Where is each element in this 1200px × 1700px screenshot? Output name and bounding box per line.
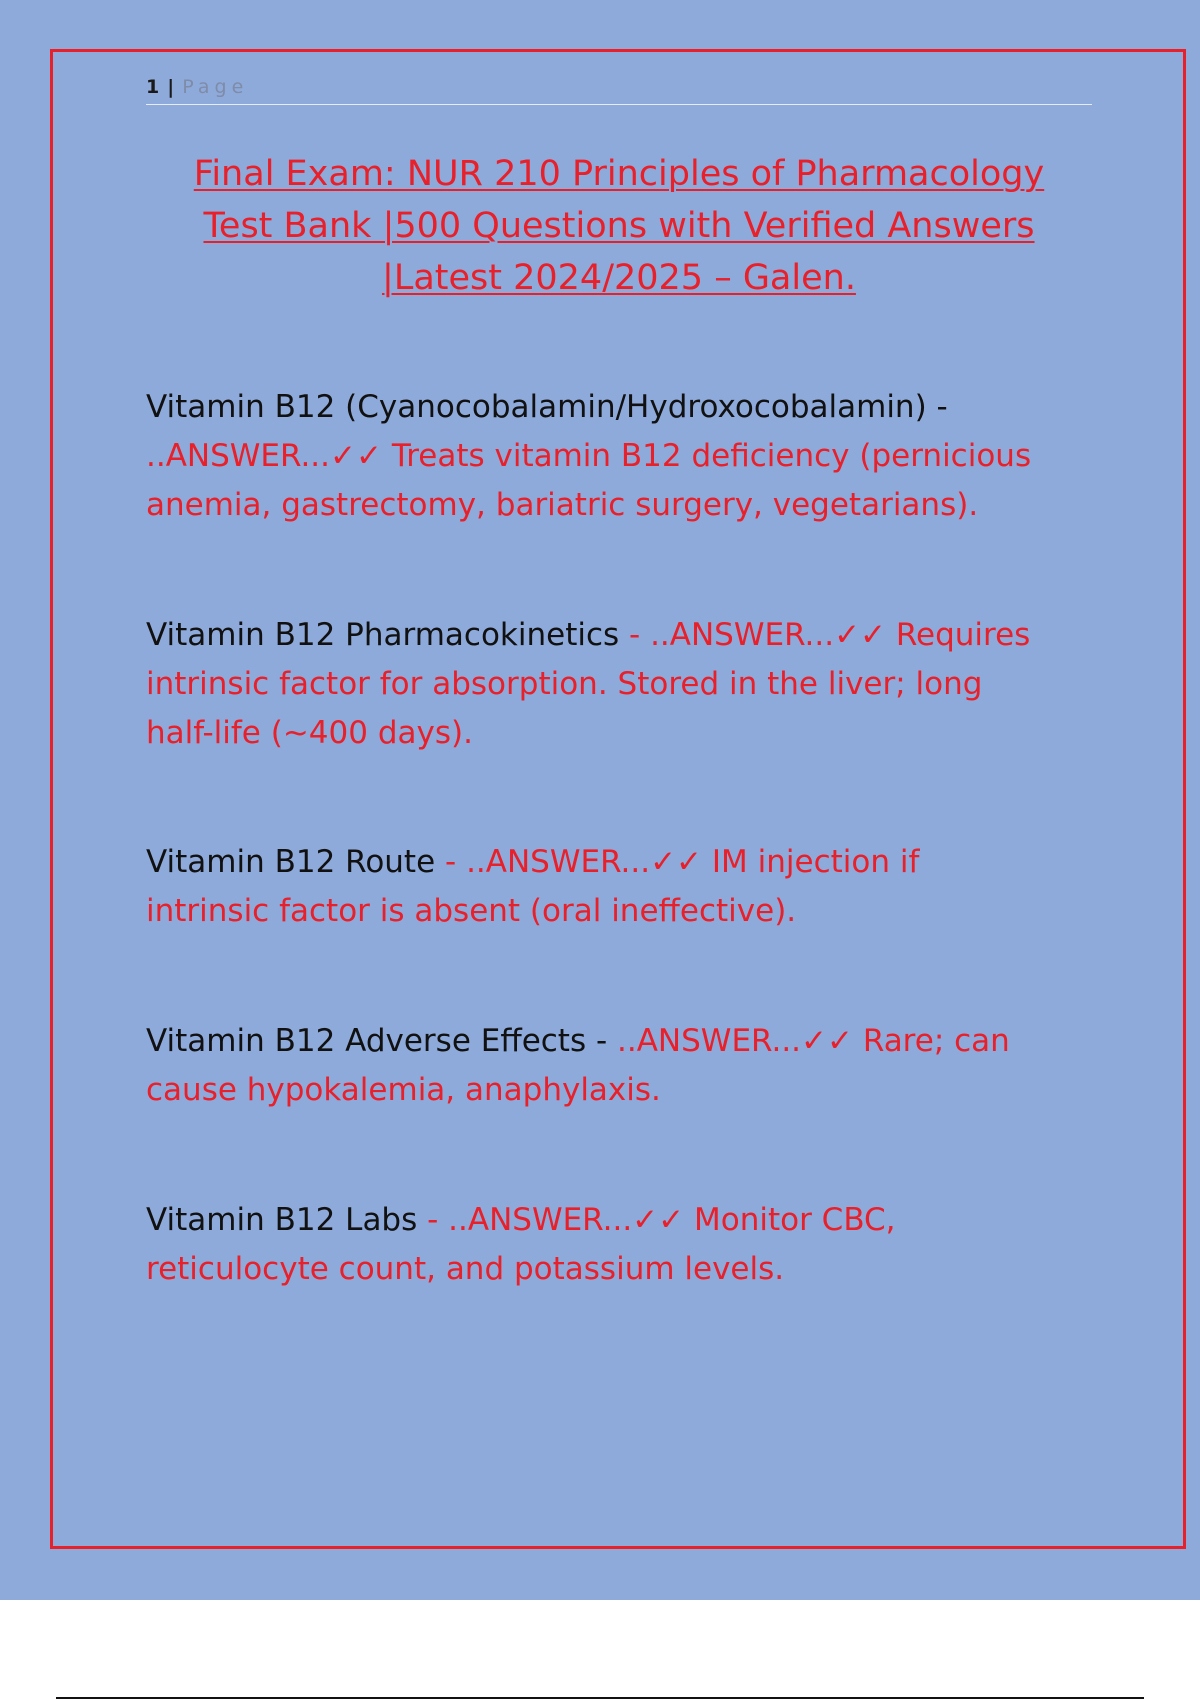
page-separator: |	[167, 76, 176, 98]
title-line-1: Final Exam: NUR 210 Principles of Pharmacology	[193, 154, 1045, 194]
document-title	[146, 148, 1092, 304]
answer-text: - ..ANSWER...✓✓ Monitor CBC,	[417, 1202, 896, 1238]
answer-text: anemia, gastrectomy, bariatric surgery, vegetarians).	[146, 487, 979, 523]
answer-text: reticulocyte count, and potassium levels.	[146, 1251, 785, 1287]
question-term: Vitamin B12 Adverse Effects -	[146, 1023, 608, 1059]
title-line-2: Test Bank |500 Questions with Verified Answers	[203, 206, 1035, 246]
title-line-3: |Latest 2024/2025 – Galen.	[382, 258, 856, 298]
answer-text: half-life (~400 days).	[146, 715, 473, 751]
answer-text: intrinsic factor for absorption. Stored in the liver; long	[146, 666, 983, 702]
footer-divider	[56, 1697, 1144, 1699]
question-term: Vitamin B12 (Cyanocobalamin/Hydroxocobalamin) -	[146, 389, 948, 425]
answer-text: - ..ANSWER...✓✓ IM injection if	[435, 844, 920, 880]
page-header	[146, 74, 1092, 105]
qa-entry-b12-pharmacokinetics	[146, 611, 1096, 758]
qa-entry-b12-labs	[146, 1196, 1096, 1294]
question-term: Vitamin B12 Labs	[146, 1202, 418, 1238]
question-term: Vitamin B12 Pharmacokinetics	[146, 617, 620, 653]
answer-text: intrinsic factor is absent (oral ineffective).	[146, 893, 797, 929]
qa-entry-b12-adverse-effects	[146, 1017, 1096, 1115]
qa-entry-b12-overview	[146, 383, 1096, 530]
answer-text: - ..ANSWER...✓✓ Requires	[619, 617, 1031, 653]
page-number: 1	[146, 76, 161, 98]
answer-text: cause hypokalemia, anaphylaxis.	[146, 1072, 661, 1108]
answer-text: ..ANSWER...✓✓ Treats vitamin B12 deficiency (pernicious	[146, 438, 1032, 474]
qa-entry-b12-route	[146, 838, 1096, 936]
page-label: Page	[182, 76, 249, 98]
answer-text: ..ANSWER...✓✓ Rare; can	[607, 1023, 1010, 1059]
question-term: Vitamin B12 Route	[146, 844, 436, 880]
